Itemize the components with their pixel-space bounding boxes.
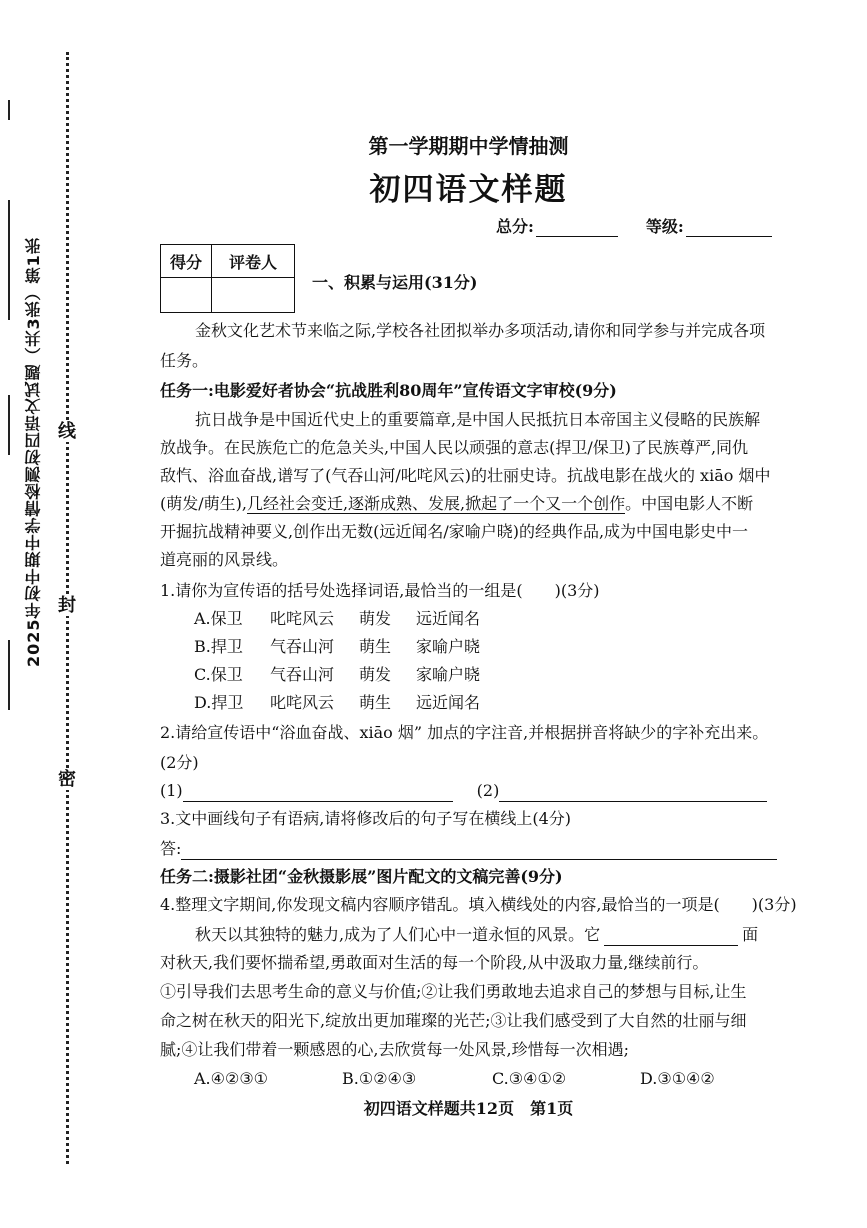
q2-blank2[interactable] [499, 783, 767, 802]
q1-option-d-word: 萌生 [359, 693, 392, 712]
passage-line: 道亮丽的风景线。 [160, 550, 289, 569]
q4-stem: 4.整理文字期间,你发现文稿内容顺序错乱。填入横线处的内容,最恰当的一项是( )(3分) [160, 895, 797, 914]
q4-passage-line: ①引导我们去思考生命的意义与价值;②让我们勇敢地去追求自己的梦想与目标,让生 [160, 982, 747, 1001]
passage-fragment: 。中国电影人不断 [625, 494, 754, 513]
passage-line: 放战争。在民族危亡的危急关头,中国人民以顽强的意志(捍卫/保卫)了民族尊严,同仇 [160, 438, 749, 457]
binding-mark [8, 200, 10, 320]
q4-passage-line: 腻;④让我们带着一颗感恩的心,去欣赏每一处风景,珍惜每一次相遇; [160, 1040, 629, 1059]
q1-option-a-word: 萌发 [359, 609, 392, 628]
q3-answer-label: 答: [160, 839, 182, 858]
intro-line: 任务。 [160, 351, 209, 370]
side-exam-title: 2025年初中期中学情检测初四语文试题（共3张）第1张 [24, 237, 43, 667]
grader-header: 评卷人 [212, 245, 295, 278]
q1-option-b-word: 萌生 [359, 637, 392, 656]
q1-option-c-letter[interactable]: C.保卫 [194, 665, 243, 684]
q4-passage-line: 命之树在秋天的阳光下,绽放出更加璀璨的光芒;③让我们感受到了大自然的壮丽与细 [160, 1011, 747, 1030]
underlined-sentence: 几经社会变迁,逐渐成熟、发展,掀起了一个又一个创作 [246, 494, 626, 513]
q3-stem: 3.文中画线句子有语病,请将修改后的句子写在横线上(4分) [160, 809, 572, 828]
q2-blank2-label: (2) [476, 781, 500, 800]
exam-subtitle: 第一学期期中学情抽测 [368, 134, 569, 158]
score-line [496, 214, 772, 237]
section-title: 一、积累与运用(31分) [312, 273, 478, 292]
q3-answer-blank[interactable] [181, 841, 777, 860]
q1-option-a-word: 叱咤风云 [270, 609, 335, 628]
q1-option-a-word: 远近闻名 [416, 609, 481, 628]
q1-option-b-letter[interactable]: B.捍卫 [194, 637, 243, 656]
seal-char-xian: 线 [58, 421, 76, 442]
q2-blank1-label: (1) [160, 781, 183, 800]
total-label: 总分: [496, 217, 534, 236]
grade-blank[interactable] [686, 220, 772, 237]
passage-fragment: (萌发/萌生), [160, 494, 247, 513]
exam-title: 初四语文样题 [369, 172, 568, 208]
q2-score: (2分) [160, 753, 199, 772]
q3-answer-line [160, 838, 777, 860]
q1-option-d-word: 远近闻名 [416, 693, 481, 712]
q4-option-a[interactable]: A.④②③① [194, 1069, 269, 1088]
score-table [160, 244, 295, 313]
score-cell[interactable] [161, 278, 212, 313]
passage-line: 抗日战争是中国近代史上的重要篇章,是中国人民抵抗日本帝国主义侵略的民族解 [195, 410, 761, 429]
passage-line: 敌忾、浴血奋战,谱写了(气吞山河/叱咤风云)的壮丽史诗。抗战电影在战火的 xiāo 烟中 [160, 466, 771, 485]
binding-mark [8, 395, 10, 455]
q1-option-b-word: 家喻户晓 [416, 637, 481, 656]
passage-line: 开掘抗战精神要义,创作出无数(远近闻名/家喻户晓)的经典作品,成为中国电影史中一 [160, 522, 749, 541]
q1-option-b-word: 气吞山河 [270, 637, 335, 656]
page-footer: 初四语文样题共12页 第1页 [363, 1099, 574, 1118]
q1-option-d-letter[interactable]: D.捍卫 [194, 693, 244, 712]
q4-option-d[interactable]: D.③①④② [640, 1069, 715, 1088]
q4-option-c[interactable]: C.③④①② [492, 1069, 567, 1088]
binding-mark [8, 100, 10, 120]
seal-char-feng: 封 [58, 595, 76, 616]
total-blank[interactable] [536, 220, 618, 237]
task2-title: 任务二:摄影社团“金秋摄影展”图片配文的文稿完善(9分) [160, 867, 563, 886]
grade-label: 等级: [645, 217, 684, 236]
score-header: 得分 [161, 245, 212, 278]
q1-option-a-letter[interactable]: A.保卫 [194, 609, 243, 628]
q2-blank1[interactable] [183, 783, 453, 802]
grader-cell[interactable] [212, 278, 295, 313]
task1-title: 任务一:电影爱好者协会“抗战胜利80周年”宣传语文字审校(9分) [160, 381, 617, 400]
q4-passage-line: 对秋天,我们要怀揣希望,勇敢面对生活的每一个阶段,从中汲取力量,继续前行。 [160, 953, 709, 972]
q1-option-c-word: 家喻户晓 [416, 665, 481, 684]
q4-passage-line [195, 924, 758, 946]
q2-answer-line [160, 780, 767, 802]
binding-mark [8, 640, 10, 710]
q4-passage-fragment: 面 [742, 925, 759, 944]
q2-stem: 2.请给宣传语中“浴血奋战、xiāo 烟” 加点的字注音,并根据拼音将缺少的字补充出来。 [160, 723, 769, 742]
q1-option-c-word: 气吞山河 [270, 665, 335, 684]
q4-passage-fragment: 秋天以其独特的魅力,成为了人们心中一道永恒的风景。它 [195, 925, 601, 944]
seal-char-mi: 密 [58, 769, 76, 790]
intro-line: 金秋文化艺术节来临之际,学校各社团拟举办多项活动,请你和同学参与并完成各项 [195, 321, 766, 340]
q4-fill-blank[interactable] [604, 927, 738, 946]
q1-option-c-word: 萌发 [359, 665, 392, 684]
q4-option-b[interactable]: B.①②④③ [342, 1069, 417, 1088]
q1-stem: 1.请你为宣传语的括号处选择词语,最恰当的一组是( )(3分) [160, 581, 600, 600]
q1-option-d-word: 叱咤风云 [270, 693, 335, 712]
passage-line [160, 493, 753, 515]
